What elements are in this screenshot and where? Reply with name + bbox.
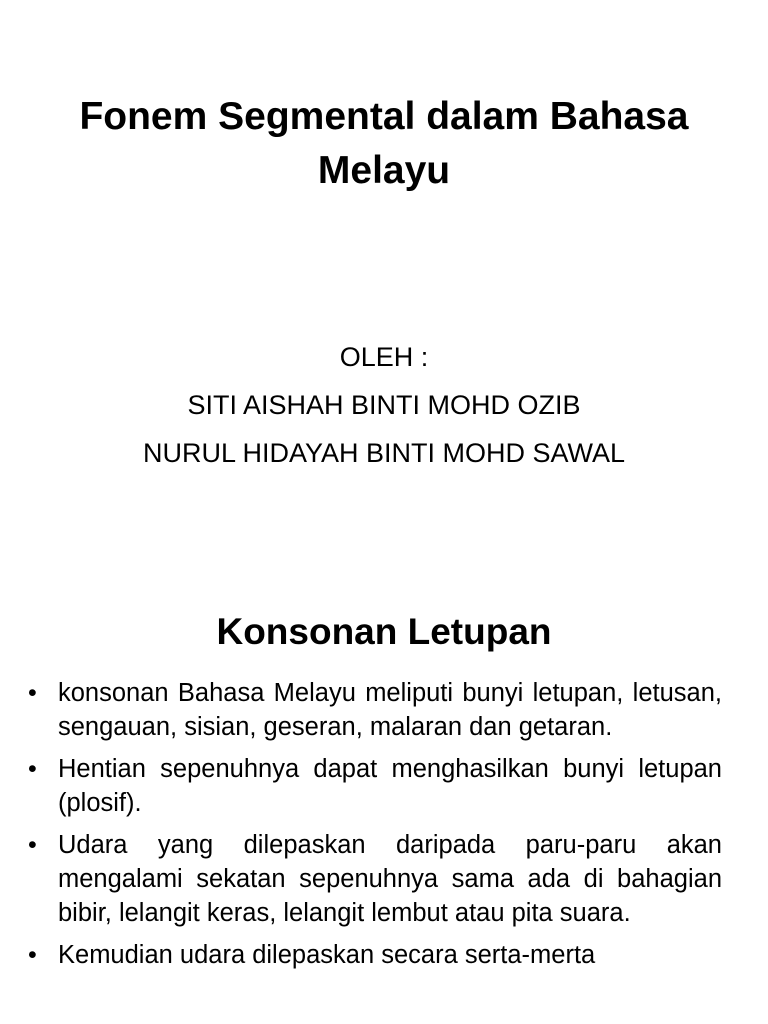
slide-heading: Konsonan Letupan <box>216 611 552 652</box>
list-item <box>26 828 722 930</box>
author-name: SITI AISHAH BINTI MOHD OZIB <box>187 390 581 420</box>
bullet-list <box>26 676 722 980</box>
bullet-marker: • <box>28 679 37 707</box>
list-item <box>26 676 722 744</box>
content-slide <box>0 580 768 1024</box>
list-item <box>26 752 722 820</box>
author-block <box>40 333 728 477</box>
bullet-text: Udara yang dilepaskan daripada paru-paru akan mengalami sekatan sepenuhnya sama ada di bahagian bibir, lelangit keras, lelangit lembut atau pita suara. <box>58 831 722 927</box>
author-name: NURUL HIDAYAH BINTI MOHD SAWAL <box>142 438 626 468</box>
bullet-marker: • <box>28 941 37 969</box>
list-item <box>26 938 722 972</box>
bullet-text: Hentian sepenuhnya dapat menghasilkan bunyi letupan (plosif). <box>58 755 722 817</box>
slide-title: Fonem Segmental dalam Bahasa Melayu <box>79 95 689 192</box>
bullet-marker: • <box>28 755 37 783</box>
bullet-text: konsonan Bahasa Melayu meliputi bunyi letupan, letusan, sengauan, sisian, geseran, malaran dan getaran. <box>58 679 722 741</box>
bullet-text: Kemudian udara dilepaskan secara serta-merta <box>58 941 596 969</box>
by-label: OLEH : <box>339 342 429 372</box>
bullet-marker: • <box>28 831 37 859</box>
